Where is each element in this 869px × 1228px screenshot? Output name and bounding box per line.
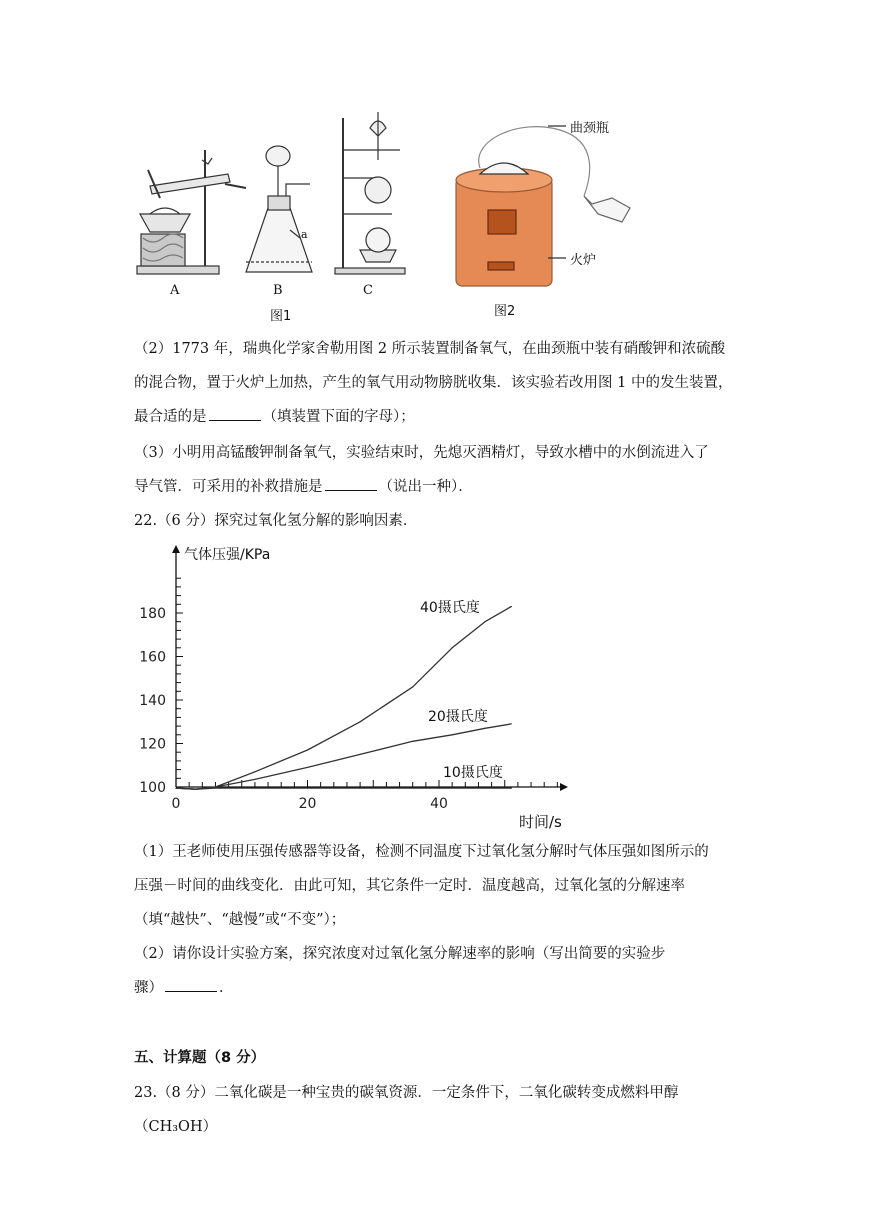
x-axis-arrow [560, 783, 568, 791]
data-point [452, 647, 453, 648]
label-b: B [273, 283, 283, 298]
q21-part2-line3-a: 最合适的是 [134, 409, 207, 425]
q22-sub2-line2-b: ． [219, 980, 234, 996]
q21-part2-line3 [134, 400, 738, 434]
x-axis-title: 时间/s [519, 813, 562, 831]
data-point [484, 728, 485, 729]
label-b-side: a [301, 228, 308, 241]
y-tick-label: 180 [139, 606, 166, 622]
y-axis-arrow [172, 545, 180, 553]
q21-part2 [134, 332, 738, 434]
q23-line: 23.（8 分）二氧化碳是一种宝贵的碳氧资源．一定条件下，二氧化碳转变成燃料甲醇（CH₃OH） [134, 1085, 679, 1135]
x-tick-label: 0 [171, 796, 181, 812]
q22-sub1-line2: 压强－时间的曲线变化．由此可知，其它条件一定时．温度越高，过氧化氢的分解速率 [134, 878, 685, 894]
pressure-time-chart [0, 535, 869, 835]
data-point [215, 787, 216, 788]
data-point [215, 786, 216, 787]
data-point [254, 779, 255, 780]
series-line-10摄氏度 [176, 788, 511, 789]
data-point [360, 754, 361, 755]
answer-blank-q21-3[interactable] [325, 476, 377, 491]
data-point [254, 771, 255, 772]
data-point [307, 767, 308, 768]
data-point [511, 787, 512, 788]
series-line-40摄氏度 [176, 607, 511, 790]
data-point [360, 721, 361, 722]
y-tick-label: 100 [139, 780, 166, 796]
series-label: 40摄氏度 [420, 600, 480, 616]
x-tick-label: 40 [430, 796, 448, 812]
apparatus-figure [0, 0, 869, 330]
q22-sub2 [134, 937, 738, 1005]
data-point [511, 606, 512, 607]
q22-sub2-line2-a: 骤） [134, 980, 163, 996]
data-point [307, 787, 308, 788]
figure-2-caption: 图2 [494, 304, 516, 319]
data-point [484, 621, 485, 622]
x-tick-label: 20 [298, 796, 317, 812]
y-axis-title: 气体压强/KPa [184, 547, 271, 563]
q21-part3-line1: （3）小明用高锰酸钾制备氧气，实验结束时，先熄灭酒精灯，导致水槽中的水倒流进入了 [134, 445, 709, 461]
data-point [438, 787, 439, 788]
q21-part2-line2: 的混合物，置于火炉上加热，产生的氧气用动物膀胱收集．该实验若改用图 1 中的发生装置， [134, 375, 733, 391]
data-point [412, 686, 413, 687]
q22-sub2-line1: （2）请你设计实验方案，探究浓度对过氧化氢分解速率的影响（写出简要的实验步 [134, 946, 666, 962]
apparatus-a-drawing [137, 150, 246, 274]
q21-part3-line2 [134, 470, 738, 504]
q21-part3-line2-a: 导气管．可采用的补救措施是 [134, 479, 323, 495]
q22-sub1-line3: （填“越快”、“越慢”或“不变”）； [134, 912, 346, 928]
section-5-heading: 五、计算题（8 分） [134, 1050, 266, 1066]
data-point [175, 787, 176, 788]
label-c: C [363, 283, 373, 298]
y-tick-label: 140 [139, 693, 166, 709]
q22-sub1 [134, 835, 738, 937]
apparatus-c-drawing [335, 112, 405, 274]
q21-part3-line2-b: （说出一种）． [378, 479, 473, 495]
data-point [412, 741, 413, 742]
answer-blank-q21-2[interactable] [209, 406, 261, 421]
figure-1-caption: 图1 [270, 309, 292, 324]
data-point [511, 723, 512, 724]
answer-blank-q22-2[interactable] [165, 977, 217, 992]
q21-part3 [134, 436, 738, 504]
label-a: A [170, 283, 180, 298]
furnace-retort-drawing [456, 126, 630, 286]
retort-label: 曲颈瓶 [570, 121, 610, 136]
data-point [307, 749, 308, 750]
q21-part2-line3-b: （填装置下面的字母）； [262, 409, 415, 425]
q22-title: 22.（6 分）探究过氧化氢分解的影响因素． [134, 513, 418, 529]
data-point [452, 734, 453, 735]
data-point [195, 789, 196, 790]
apparatus-b-drawing [246, 146, 312, 272]
furnace-label: 火炉 [570, 253, 597, 268]
series-label: 10摄氏度 [443, 765, 503, 781]
y-tick-label: 160 [139, 649, 166, 666]
q21-part2-line1: （2）1773 年，瑞典化学家舍勒用图 2 所示装置制备氧气，在曲颈瓶中装有硝酸钾和浓硫酸 [134, 341, 726, 357]
y-tick-label: 120 [139, 736, 166, 753]
q22-sub2-line2 [134, 971, 738, 1005]
series-label: 20摄氏度 [428, 709, 488, 725]
q22-sub1-line1: （1）王老师使用压强传感器等设备，检测不同温度下过氧化氢分解时气体压强如图所示的 [134, 844, 709, 860]
